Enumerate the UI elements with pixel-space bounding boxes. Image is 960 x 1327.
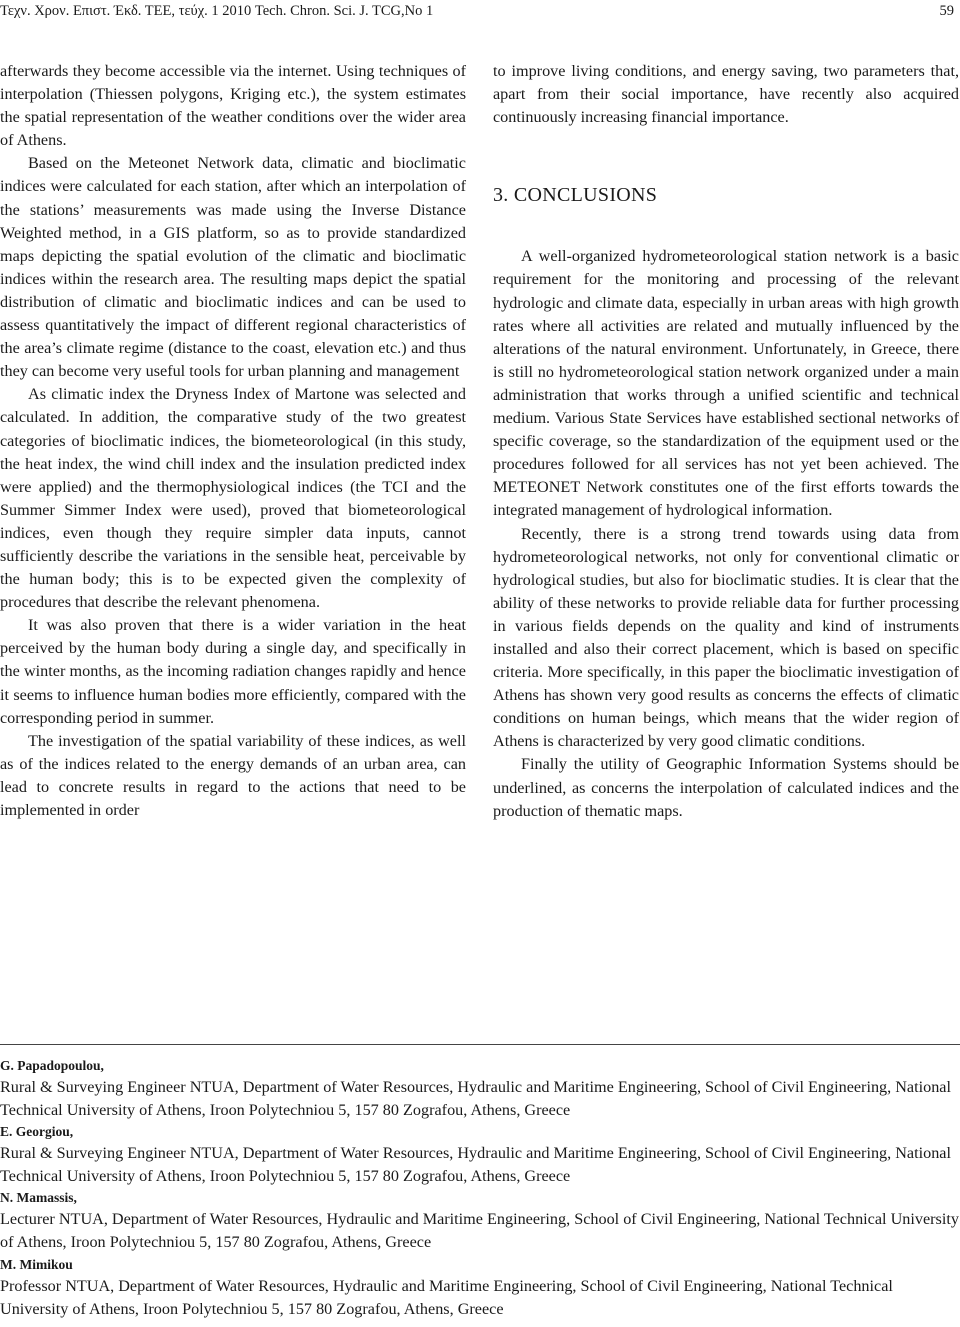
paragraph: afterwards they become accessible via the internet. Using techniques of interpolation (Thiessen polygons, Kriging etc.), the system estimates the spatial representation of the weather conditions over the wider area of Athens. bbox=[0, 62, 466, 150]
author-name: G. Papadopoulou, bbox=[0, 1058, 104, 1073]
author-affiliation: Rural & Surveying Engineer NTUA, Department of Water Resources, Hydraulic and Maritime Engineering, School of Civil Engineering, National Technical University of Athens, Iroon Polytechniou 5, 157 80 Zografou, Athens, Greece bbox=[0, 1078, 951, 1120]
paragraph: The investigation of the spatial variability of these indices, as well as of the indices related to the energy demands of an urban area, can lead to concrete results in regard to the actions that need to be implemented in order bbox=[0, 731, 466, 819]
running-header bbox=[0, 3, 960, 23]
left-column bbox=[0, 60, 466, 822]
section-heading: 3. CONCLUSIONS bbox=[493, 184, 658, 207]
paragraph: A well-organized hydrometeorological station network is a basic requirement for the monitoring and processing of the relevant hydrologic and climate data, especially in urban areas with high growth rates where all activities are related and mutually influenced by the alterations of the natural environment. Unfortunately, in Greece, there is still no hydrometeorological station network organized under a main administration that works through a unified scientific and technical medium. Various State Services have established sectional networks of specific coverage, so the standardization of the equipment used or the procedures followed for all services has not yet been achieved. The METEONET Network constitutes one of the first efforts towards the integrated management of hydrological information. bbox=[493, 247, 959, 520]
author-name: E. Georgiou, bbox=[0, 1124, 74, 1140]
journal-reference: Τεχν. Χρον. Επιστ. Έκδ. ΤΕΕ, τεύχ. 1 2010 Tech. Chron. Sci. J. TCG,No 1 bbox=[0, 3, 434, 19]
author-entry bbox=[0, 1122, 960, 1188]
footer-divider bbox=[0, 1044, 960, 1045]
paragraph: to improve living conditions, and energy saving, two parameters that, apart from their social importance, have recently also acquired continuously increasing financial importance. bbox=[493, 62, 959, 127]
author-entry bbox=[0, 1056, 960, 1122]
paragraph: Based on the Meteonet Network data, climatic and bioclimatic indices were calculated for each station, after which an interpolation of the stations’ measurements was made using the Inverse Distance Weighted method, in a GIS platform, so as to provide standardized maps depicting the spatial evolution of the climatic and bioclimatic indices within the research area. The resulting maps depict the spatial distribution of climatic and bioclimatic indices and can be used to assess quantitatively the impact of different regional characteristics of the area’s climate regime (distance to the coast, elevation etc.) and thus they can become very useful tools for urban planning and management bbox=[0, 154, 466, 381]
author-affiliations bbox=[0, 1056, 960, 1321]
right-column bbox=[493, 60, 959, 823]
author-affiliation: Professor NTUA, Department of Water Resources, Hydraulic and Maritime Engineering, School of Civil Engineering, National Technical University of Athens, Iroon Polytechniou 5, 157 80 Zografou, Athens, Greece bbox=[0, 1276, 893, 1318]
author-affiliation: Lecturer NTUA, Department of Water Resources, Hydraulic and Maritime Engineering, School of Civil Engineering, National Technical University of Athens, Iroon Polytechniou 5, 157 80 Zografou, Athens, Greece bbox=[0, 1210, 959, 1252]
page-number: 59 bbox=[939, 3, 954, 19]
author-name: M. Mimikou bbox=[0, 1256, 73, 1272]
author-name: N. Mamassis, bbox=[0, 1190, 77, 1206]
paragraph: Finally the utility of Geographic Information Systems should be underlined, as concerns the interpolation of calculated indices and the production of thematic maps. bbox=[493, 755, 959, 820]
paragraph: It was also proven that there is a wider variation in the heat perceived by the human body during a single day, and specifically in the winter months, as the incoming radiation changes rapidly and hence it seems to influence human bodies more efficiently, compared with the corresponding period in summer. bbox=[0, 616, 466, 727]
author-affiliation: Rural & Surveying Engineer NTUA, Department of Water Resources, Hydraulic and Maritime Engineering, School of Civil Engineering, National Technical University of Athens, Iroon Polytechniou 5, 157 80 Zografou, Athens, Greece bbox=[0, 1144, 951, 1186]
paragraph: Recently, there is a strong trend towards using data from hydrometeorological networks, not only for conventional climatic or hydrological studies, but also for bioclimatic studies. It is clear that the ability of these networks to provide reliable data for further processing in various fields depends on the quality and kind of instruments installed and also their correct placement, which is based on specific criteria. More specifically, in this paper the bioclimatic investigation of Athens has shown very good results as concerns the effects of climatic conditions on human beings, which means that the wider region of Athens is characterized by very good climatic conditions. bbox=[493, 524, 959, 751]
paragraph: As climatic index the Dryness Index of Martone was selected and calculated. In addition, the comparative study of the two greatest categories of bioclimatic indices, the biometeorological (in this study, the heat index, the wind chill index and the insulation predicted index were applied) and the thermophysiological indices (the TCI and the Summer Simmer Index were used), proved that biometeorological indices, even though they require simpler data inputs, cannot sufficiently describe the variations in the sensible heat, perceivable by the human body; this is to be expected given the complexity of procedures that describe the relevant phenomena. bbox=[0, 385, 466, 612]
author-entry bbox=[0, 1188, 960, 1254]
author-entry bbox=[0, 1255, 960, 1321]
